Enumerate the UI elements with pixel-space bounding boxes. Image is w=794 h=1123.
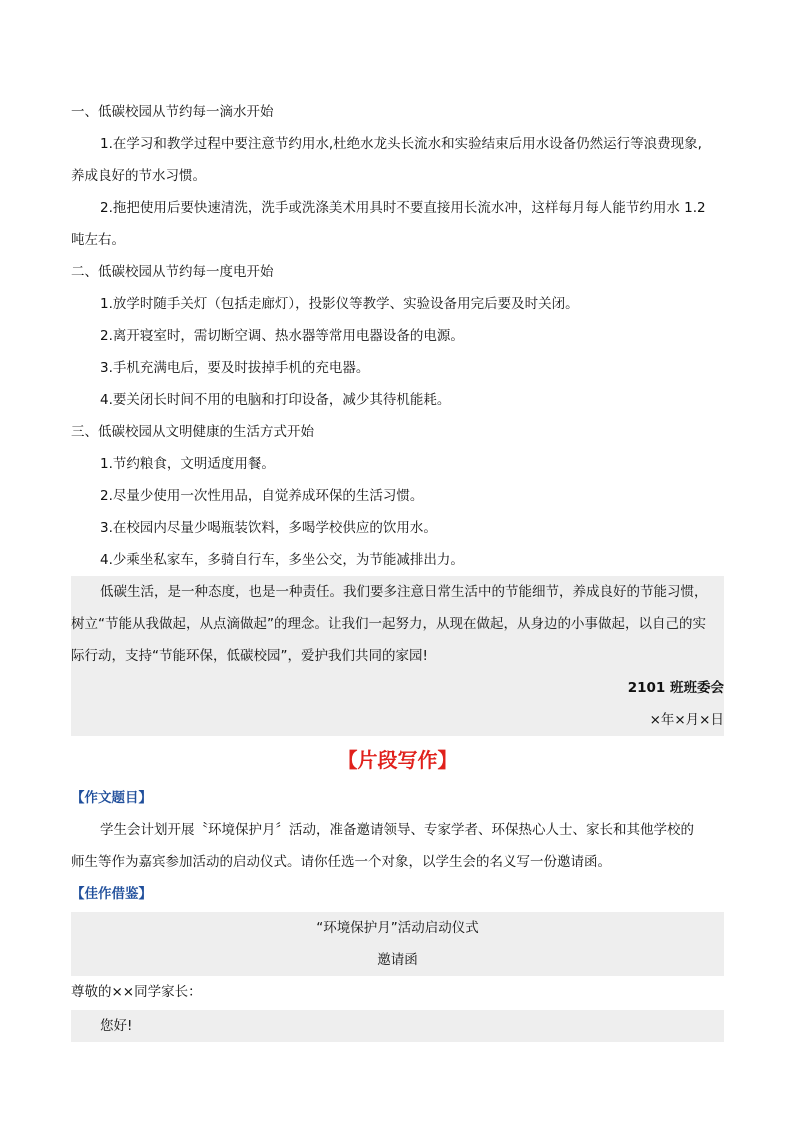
section-1-item-2-line-1: 2.拖把使用后要快速清洗，洗手或洗涤美术用具时不要直接用长流水冲，这样每月每人能节约用水 1.2 [100, 200, 706, 216]
section-3-item: 1.节约粮食，文明适度用餐。 [100, 456, 275, 472]
section-title: 【片段写作】 [337, 748, 458, 772]
section-3-item: 4.少乘坐私家车，多骑自行车，多坐公交，为节能减排出力。 [100, 552, 464, 568]
signature: 2101 班班委会 [627, 680, 724, 696]
closing-line-3: 际行动，支持“节能环保，低碳校园”，爱护我们共同的家园! [71, 648, 428, 664]
greeting: 您好! [100, 1018, 133, 1034]
section-3-item: 2.尽量少使用一次性用品，自觉养成环保的生活习惯。 [100, 488, 424, 504]
section-2-item: 4.要关闭长时间不用的电脑和打印设备，减少其待机能耗。 [100, 392, 451, 408]
section-2-item: 1.放学时随手关灯（包括走廊灯），投影仪等教学、实验设备用完后要及时关闭。 [100, 296, 579, 312]
section-3-heading: 三、低碳校园从文明健康的生活方式开始 [71, 424, 314, 440]
section-3-item: 3.在校园内尽量少喝瓶装饮料，多喝学校供应的饮用水。 [100, 520, 437, 536]
closing-line-2: 树立“节能从我做起，从点滴做起”的理念。让我们一起努力，从现在做起，从身边的小事做起，以自己的实 [71, 616, 706, 632]
section-2-item: 3.手机充满电后，要及时拔掉手机的充电器。 [100, 360, 370, 376]
greeting-block [71, 1010, 724, 1042]
date: ×年×月×日 [649, 712, 724, 728]
closing-block [71, 576, 724, 736]
example-title-2: 邀请函 [377, 952, 418, 968]
topic-line-2: 师生等作为嘉宾参加活动的启动仪式。请你任选一个对象，以学生会的名义写一份邀请函。 [71, 854, 611, 870]
closing-line-1: 低碳生活，是一种态度，也是一种责任。我们要多注意日常生活中的节能细节，养成良好的节能习惯， [100, 584, 708, 600]
topic-line-1: 学生会计划开展〝环境保护月〞活动，准备邀请领导、专家学者、环保热心人士、家长和其他学校的 [100, 822, 694, 838]
section-1-item-2-line-2: 吨左右。 [71, 232, 125, 248]
section-2-item: 2.离开寝室时，需切断空调、热水器等常用电器设备的电源。 [100, 328, 464, 344]
section-2-heading: 二、低碳校园从节约每一度电开始 [71, 264, 274, 280]
example-title-block [71, 912, 724, 976]
topic-label: 【作文题目】 [71, 790, 152, 806]
example-title-1: “环境保护月”活动启动仪式 [316, 920, 479, 936]
document-content [71, 96, 724, 1042]
section-1-heading: 一、低碳校园从节约每一滴水开始 [71, 104, 274, 120]
example-label: 【佳作借鉴】 [71, 886, 152, 902]
section-1-item-1-line-1: 1.在学习和教学过程中要注意节约用水,杜绝水龙头长流水和实验结束后用水设备仍然运行等浪费现象, [100, 136, 702, 152]
section-1-item-1-line-2: 养成良好的节水习惯。 [71, 168, 206, 184]
salutation: 尊敬的××同学家长： [71, 984, 202, 1000]
